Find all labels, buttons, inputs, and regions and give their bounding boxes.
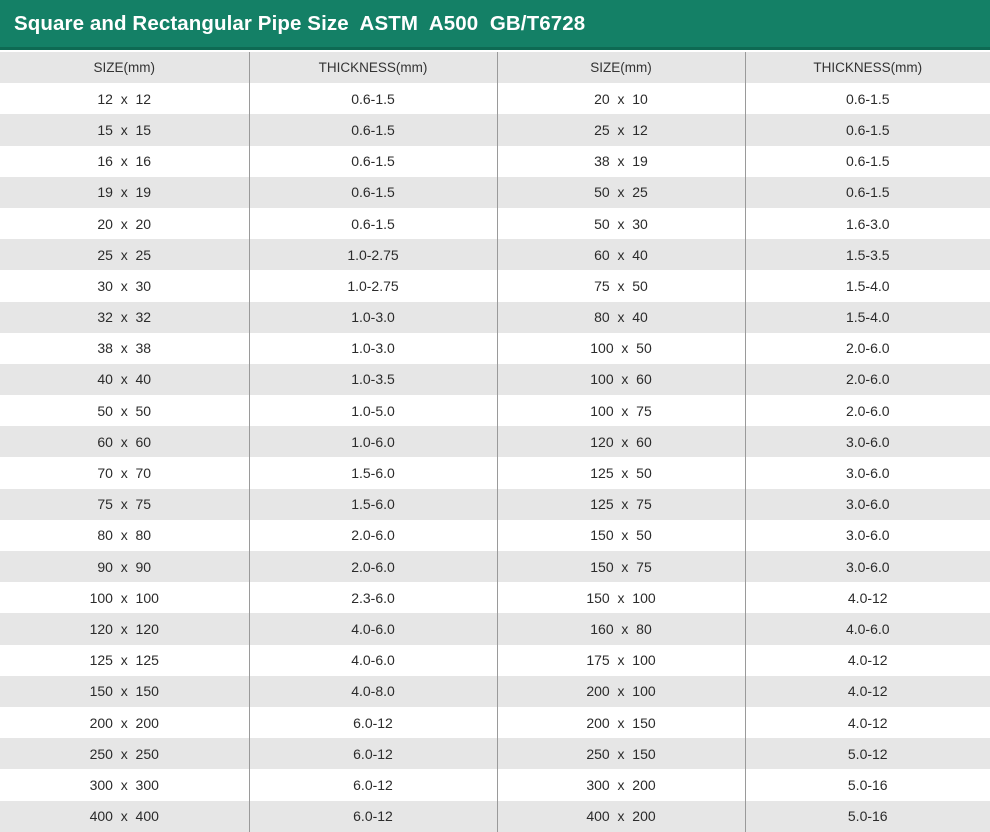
thickness-cell: 5.0-16 (745, 769, 990, 800)
size-cell: 50 x 25 (497, 177, 745, 208)
page-title: Square and Rectangular Pipe Size ASTM A500 GB/T6728 (14, 11, 586, 35)
thickness-cell: 6.0-12 (249, 738, 497, 769)
size-cell: 60 x 60 (0, 426, 249, 457)
size-cell: 32 x 32 (0, 302, 249, 333)
table-row (0, 801, 990, 832)
size-cell: 300 x 200 (497, 769, 745, 800)
size-cell: 300 x 300 (0, 769, 249, 800)
thickness-cell: 0.6-1.5 (745, 114, 990, 145)
pipe-size-table (0, 52, 990, 832)
size-cell: 200 x 200 (0, 707, 249, 738)
size-cell: 125 x 75 (497, 489, 745, 520)
size-cell: 175 x 100 (497, 645, 745, 676)
table-row (0, 239, 990, 270)
size-cell: 250 x 150 (497, 738, 745, 769)
size-cell: 120 x 60 (497, 426, 745, 457)
table-row (0, 645, 990, 676)
table-header-row (0, 52, 990, 83)
thickness-cell: 1.6-3.0 (745, 208, 990, 239)
size-cell: 400 x 400 (0, 801, 249, 832)
table-row (0, 520, 990, 551)
table-row (0, 146, 990, 177)
size-cell: 25 x 12 (497, 114, 745, 145)
thickness-cell: 0.6-1.5 (745, 83, 990, 114)
table-row (0, 489, 990, 520)
table-row (0, 395, 990, 426)
thickness-cell: 1.0-3.5 (249, 364, 497, 395)
size-cell: 150 x 75 (497, 551, 745, 582)
size-cell: 12 x 12 (0, 83, 249, 114)
column-header: THICKNESS(mm) (249, 52, 497, 83)
thickness-cell: 1.5-4.0 (745, 270, 990, 301)
table-row (0, 613, 990, 644)
thickness-cell: 6.0-12 (249, 769, 497, 800)
table-row (0, 676, 990, 707)
column-header: SIZE(mm) (497, 52, 745, 83)
thickness-cell: 0.6-1.5 (249, 177, 497, 208)
size-cell: 100 x 75 (497, 395, 745, 426)
thickness-cell: 0.6-1.5 (249, 208, 497, 239)
thickness-cell: 4.0-12 (745, 582, 990, 613)
thickness-cell: 3.0-6.0 (745, 457, 990, 488)
thickness-cell: 2.0-6.0 (249, 551, 497, 582)
size-cell: 80 x 40 (497, 302, 745, 333)
column-header: SIZE(mm) (0, 52, 249, 83)
thickness-cell: 6.0-12 (249, 707, 497, 738)
size-cell: 90 x 90 (0, 551, 249, 582)
thickness-cell: 2.0-6.0 (745, 364, 990, 395)
size-cell: 150 x 50 (497, 520, 745, 551)
size-cell: 20 x 20 (0, 208, 249, 239)
size-cell: 38 x 19 (497, 146, 745, 177)
table-row (0, 208, 990, 239)
table-row (0, 177, 990, 208)
table-row (0, 707, 990, 738)
thickness-cell: 0.6-1.5 (249, 83, 497, 114)
thickness-cell: 3.0-6.0 (745, 551, 990, 582)
table-row (0, 457, 990, 488)
thickness-cell: 1.5-6.0 (249, 457, 497, 488)
table-row (0, 738, 990, 769)
thickness-cell: 1.5-3.5 (745, 239, 990, 270)
thickness-cell: 4.0-6.0 (745, 613, 990, 644)
thickness-cell: 2.3-6.0 (249, 582, 497, 613)
size-cell: 125 x 50 (497, 457, 745, 488)
thickness-cell: 1.0-3.0 (249, 333, 497, 364)
thickness-cell: 4.0-6.0 (249, 645, 497, 676)
table-row (0, 333, 990, 364)
size-cell: 150 x 150 (0, 676, 249, 707)
size-cell: 125 x 125 (0, 645, 249, 676)
size-cell: 200 x 100 (497, 676, 745, 707)
size-cell: 100 x 60 (497, 364, 745, 395)
size-cell: 38 x 38 (0, 333, 249, 364)
size-cell: 15 x 15 (0, 114, 249, 145)
size-cell: 200 x 150 (497, 707, 745, 738)
thickness-cell: 2.0-6.0 (745, 395, 990, 426)
thickness-cell: 1.0-2.75 (249, 239, 497, 270)
thickness-cell: 4.0-12 (745, 645, 990, 676)
size-cell: 60 x 40 (497, 239, 745, 270)
thickness-cell: 3.0-6.0 (745, 520, 990, 551)
size-cell: 160 x 80 (497, 613, 745, 644)
title-bar (0, 0, 990, 50)
size-cell: 40 x 40 (0, 364, 249, 395)
table-row (0, 83, 990, 114)
thickness-cell: 1.5-4.0 (745, 302, 990, 333)
size-cell: 250 x 250 (0, 738, 249, 769)
size-cell: 150 x 100 (497, 582, 745, 613)
thickness-cell: 0.6-1.5 (249, 114, 497, 145)
column-header: THICKNESS(mm) (745, 52, 990, 83)
thickness-cell: 0.6-1.5 (745, 146, 990, 177)
size-cell: 20 x 10 (497, 83, 745, 114)
thickness-cell: 4.0-12 (745, 676, 990, 707)
thickness-cell: 2.0-6.0 (745, 333, 990, 364)
thickness-cell: 1.5-6.0 (249, 489, 497, 520)
thickness-cell: 0.6-1.5 (249, 146, 497, 177)
thickness-cell: 5.0-12 (745, 738, 990, 769)
size-cell: 75 x 50 (497, 270, 745, 301)
thickness-cell: 4.0-6.0 (249, 613, 497, 644)
table-row (0, 769, 990, 800)
size-cell: 30 x 30 (0, 270, 249, 301)
size-cell: 25 x 25 (0, 239, 249, 270)
thickness-cell: 1.0-5.0 (249, 395, 497, 426)
thickness-cell: 1.0-6.0 (249, 426, 497, 457)
table-body (0, 83, 990, 832)
size-cell: 80 x 80 (0, 520, 249, 551)
size-cell: 70 x 70 (0, 457, 249, 488)
size-cell: 50 x 50 (0, 395, 249, 426)
table-row (0, 114, 990, 145)
table-row (0, 302, 990, 333)
thickness-cell: 2.0-6.0 (249, 520, 497, 551)
size-cell: 400 x 200 (497, 801, 745, 832)
table-row (0, 551, 990, 582)
thickness-cell: 5.0-16 (745, 801, 990, 832)
thickness-cell: 6.0-12 (249, 801, 497, 832)
table-row (0, 270, 990, 301)
thickness-cell: 0.6-1.5 (745, 177, 990, 208)
thickness-cell: 4.0-12 (745, 707, 990, 738)
size-cell: 50 x 30 (497, 208, 745, 239)
table-row (0, 426, 990, 457)
thickness-cell: 1.0-3.0 (249, 302, 497, 333)
thickness-cell: 1.0-2.75 (249, 270, 497, 301)
size-cell: 75 x 75 (0, 489, 249, 520)
thickness-cell: 3.0-6.0 (745, 426, 990, 457)
size-cell: 100 x 100 (0, 582, 249, 613)
thickness-cell: 3.0-6.0 (745, 489, 990, 520)
size-cell: 16 x 16 (0, 146, 249, 177)
thickness-cell: 4.0-8.0 (249, 676, 497, 707)
table-row (0, 364, 990, 395)
size-cell: 19 x 19 (0, 177, 249, 208)
size-cell: 100 x 50 (497, 333, 745, 364)
size-cell: 120 x 120 (0, 613, 249, 644)
table-row (0, 582, 990, 613)
